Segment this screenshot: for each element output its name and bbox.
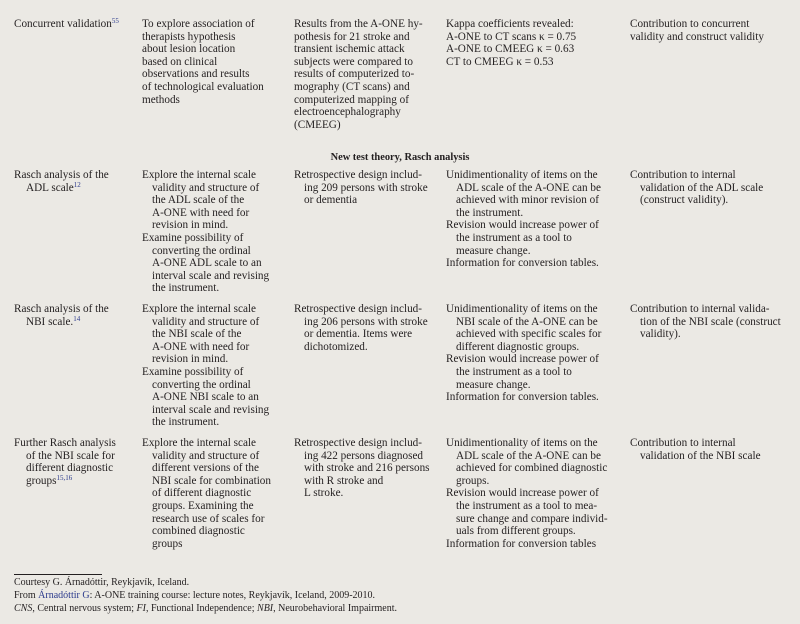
footnote-source <box>14 590 375 602</box>
purpose-line: Explore the internal scale <box>142 303 256 315</box>
results-line: groups. <box>456 474 490 487</box>
results-line: A-ONE to CMEEG κ = 0.63 <box>446 43 575 56</box>
design-line: ing 422 persons diagnosed <box>304 449 424 462</box>
abbreviation-definition: , Functional Independence; <box>145 603 258 614</box>
study-cell <box>14 169 128 194</box>
results-cell <box>446 303 622 404</box>
results-line: measure change. <box>456 378 531 391</box>
study-name: ADL scale <box>26 181 74 194</box>
results-cell <box>446 169 622 270</box>
study-cell <box>14 437 128 487</box>
contribution-line: (construct validity). <box>640 194 729 207</box>
footnote-divider <box>14 574 102 575</box>
results-line: Unidimentionality of items on the <box>446 303 598 315</box>
footnote-text: From <box>14 590 39 601</box>
results-line: Revision would increase power of <box>446 353 599 366</box>
results-cell <box>446 18 622 68</box>
purpose-line: A-ONE with need for <box>152 340 250 353</box>
purpose-line: validity and structure of <box>152 315 260 328</box>
contribution-cell <box>630 437 790 462</box>
abbreviation: NBI <box>257 603 274 614</box>
results-line: Revision would increase power of <box>446 487 599 500</box>
design-line: with R stroke and <box>304 474 384 487</box>
footnote-courtesy <box>14 577 189 589</box>
purpose-cell <box>142 169 290 295</box>
purpose-cell <box>142 303 290 429</box>
results-cell <box>446 437 622 550</box>
design-cell <box>294 169 442 207</box>
design-line: dichotomized. <box>304 340 368 353</box>
design-cell <box>294 437 442 500</box>
purpose-line: To explore association of <box>142 18 255 30</box>
purpose-line: Explore the internal scale <box>142 437 256 449</box>
results-line: NBI scale of the A-ONE can be <box>456 315 598 328</box>
design-line: results of computerized to- <box>294 68 415 81</box>
design-line: Results from the A-ONE hy- <box>294 18 423 30</box>
study-cell <box>14 303 128 328</box>
design-line: pothesis for 21 stroke and <box>294 30 410 43</box>
results-line: Information for conversion tables. <box>446 391 599 404</box>
purpose-line: different versions of the <box>152 462 259 475</box>
results-line: ADL scale of the A-ONE can be <box>456 181 601 194</box>
contribution-line: validation of the NBI scale <box>640 449 761 462</box>
purpose-line: groups <box>152 537 183 550</box>
reference-link[interactable]: 15,16 <box>56 473 73 482</box>
results-line: different diagnostic groups. <box>456 340 580 353</box>
purpose-line: the instrument. <box>152 416 220 429</box>
results-line: sure change and compare individ- <box>456 512 608 525</box>
study-name: of the NBI scale for <box>26 449 115 462</box>
design-line: Retrospective design includ- <box>294 303 423 315</box>
purpose-line: Explore the internal scale <box>142 169 256 181</box>
contribution-cell <box>630 18 790 43</box>
contribution-line: tion of the NBI scale (construct <box>640 315 781 328</box>
abbreviation-definition: , Central nervous system; <box>32 603 137 614</box>
design-cell <box>294 303 442 353</box>
design-line: or dementia. Items were <box>304 328 413 341</box>
study-name: groups <box>26 474 57 487</box>
results-line: uals from different groups. <box>456 525 576 538</box>
results-line: Unidimentionality of items on the <box>446 169 598 181</box>
contribution-line: Contribution to internal valida- <box>630 303 770 315</box>
results-line: Information for conversion tables <box>446 537 597 550</box>
study-name: Further Rasch analysis <box>14 437 116 449</box>
design-line: subjects were compared to <box>294 55 413 68</box>
design-line: ing 206 persons with stroke <box>304 315 428 328</box>
purpose-line: interval scale and revising <box>152 403 270 416</box>
purpose-line: of different diagnostic <box>152 487 252 500</box>
contribution-line: validation of the ADL scale <box>640 181 764 194</box>
purpose-line: Examine possibility of <box>142 231 244 244</box>
design-line: Retrospective design includ- <box>294 169 423 181</box>
results-line: achieved with minor revision of <box>456 194 599 207</box>
purpose-line: observations and results <box>142 68 250 81</box>
purpose-line: validity and structure of <box>152 181 260 194</box>
results-line: the instrument as a tool to <box>456 365 572 378</box>
results-line: ADL scale of the A-ONE can be <box>456 449 601 462</box>
abbreviation: CNS <box>14 603 33 614</box>
contribution-line: Contribution to internal <box>630 169 736 181</box>
purpose-cell <box>142 437 290 550</box>
results-line: the instrument as a tool to mea- <box>456 499 598 512</box>
contribution-line: validity and construct validity <box>630 30 764 43</box>
purpose-line: research use of scales for <box>152 512 265 525</box>
results-line: the instrument. <box>456 206 524 219</box>
results-line: A-ONE to CT scans κ = 0.75 <box>446 30 577 43</box>
footnote-abbreviations <box>14 603 397 615</box>
section-heading: New test theory, Rasch analysis <box>330 152 470 163</box>
reference-link[interactable]: 14 <box>73 314 81 323</box>
purpose-line: combined diagnostic <box>152 525 245 538</box>
study-name: Concurrent validation <box>14 18 112 30</box>
author-link[interactable]: Árnadóttir G <box>38 590 90 601</box>
design-line: electroencephalography <box>294 106 401 119</box>
design-line: with stroke and 216 persons <box>304 462 430 475</box>
purpose-line: the NBI scale of the <box>152 328 242 341</box>
contribution-line: validity). <box>640 328 681 341</box>
results-line: measure change. <box>456 244 531 257</box>
reference-link[interactable]: 55 <box>111 17 119 25</box>
purpose-line: based on clinical <box>142 55 218 68</box>
results-line: Information for conversion tables. <box>446 257 599 270</box>
purpose-line: therapists hypothesis <box>142 30 236 43</box>
results-line: Kappa coefficients revealed: <box>446 18 574 30</box>
results-line: CT to CMEEG κ = 0.53 <box>446 55 554 68</box>
purpose-line: converting the ordinal <box>152 244 251 257</box>
purpose-line: Examine possibility of <box>142 365 244 378</box>
contribution-cell <box>630 169 790 207</box>
contribution-line: Contribution to internal <box>630 437 736 449</box>
design-line: mography (CT scans) and <box>294 80 410 93</box>
abbreviation-definition: , Neurobehavioral Impairment. <box>273 603 397 614</box>
study-name: different diagnostic <box>26 462 114 475</box>
purpose-line: converting the ordinal <box>152 378 251 391</box>
study-name: Rasch analysis of the <box>14 169 109 181</box>
design-line: or dementia <box>304 194 358 207</box>
purpose-line: revision in mind. <box>152 353 229 366</box>
purpose-line: of technological evaluation <box>142 80 264 93</box>
study-name: NBI scale. <box>26 315 74 328</box>
results-line: achieved for combined diagnostic <box>456 462 608 475</box>
design-line: transient ischemic attack <box>294 43 405 56</box>
design-cell <box>294 18 442 131</box>
purpose-line: groups. Examining the <box>152 499 254 512</box>
purpose-line: A-ONE ADL scale to an <box>152 257 262 270</box>
results-line: the instrument as a tool to <box>456 231 572 244</box>
study-cell <box>14 18 128 31</box>
reference-link[interactable]: 12 <box>73 180 81 189</box>
purpose-line: A-ONE with need for <box>152 206 250 219</box>
contribution-line: Contribution to concurrent <box>630 18 750 30</box>
design-line: ing 209 persons with stroke <box>304 181 428 194</box>
purpose-line: A-ONE NBI scale to an <box>152 391 259 404</box>
purpose-line: methods <box>142 93 180 106</box>
study-name: Rasch analysis of the <box>14 303 109 315</box>
contribution-cell <box>630 303 790 341</box>
footnote-text: Courtesy G. Árnadóttir, Reykjavík, Iceland. <box>14 577 190 588</box>
purpose-line: the instrument. <box>152 282 220 295</box>
results-line: Revision would increase power of <box>446 219 599 232</box>
purpose-line: revision in mind. <box>152 219 229 232</box>
results-line: Unidimentionality of items on the <box>446 437 598 449</box>
design-line: L stroke. <box>304 487 344 500</box>
purpose-line: validity and structure of <box>152 449 260 462</box>
design-line: Retrospective design includ- <box>294 437 423 449</box>
purpose-line: the ADL scale of the <box>152 194 245 207</box>
design-line: (CMEEG) <box>294 118 341 131</box>
abbreviation: FI <box>136 603 146 614</box>
purpose-cell <box>142 18 290 106</box>
design-line: computerized mapping of <box>294 93 409 106</box>
purpose-line: NBI scale for combination <box>152 474 271 487</box>
purpose-line: interval scale and revising <box>152 269 270 282</box>
results-line: achieved with specific scales for <box>456 328 602 341</box>
footnote-text: : A-ONE training course: lecture notes, Reykjavík, Iceland, 2009-2010. <box>89 590 376 601</box>
purpose-line: about lesion location <box>142 43 236 56</box>
